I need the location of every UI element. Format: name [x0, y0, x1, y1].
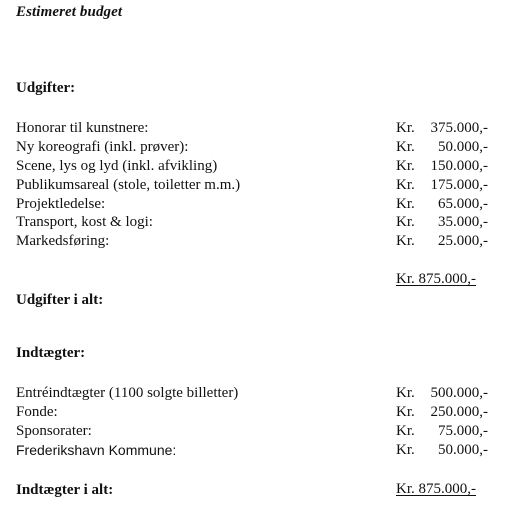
income-label: Fonde: [16, 404, 58, 420]
amount-value: 250.000,- [430, 404, 488, 420]
amount-value: 35.000,- [438, 214, 488, 230]
expense-row [16, 195, 486, 214]
expense-label: Honorar til kunstnere: [16, 120, 149, 136]
amount-value: 25.000,- [438, 233, 488, 249]
income-row [16, 422, 486, 441]
expenses-total-label: Udgifter i alt: [16, 292, 104, 308]
amount-value: 50.000,- [438, 442, 488, 458]
amount-value: 375.000,- [430, 120, 488, 136]
expense-row [16, 176, 486, 195]
document-title: Estimeret budget [16, 4, 123, 20]
income-label: Sponsorater: [16, 423, 92, 439]
amount-value: 50.000,- [438, 139, 488, 155]
currency-label: Kr. [396, 177, 415, 193]
expense-row [16, 213, 486, 232]
amount-value: 175.000,- [430, 177, 488, 193]
currency-label: Kr. [396, 158, 415, 174]
amount-value: 75.000,- [438, 423, 488, 439]
currency-label: Kr. [396, 196, 415, 212]
currency-label: Kr. [396, 404, 415, 420]
income-total-label: Indtægter i alt: [16, 482, 114, 498]
income-row [16, 384, 486, 403]
expense-label: Ny koreografi (inkl. prøver): [16, 139, 189, 155]
currency-label: Kr. [396, 385, 415, 401]
expense-label: Scene, lys og lyd (inkl. afvikling) [16, 158, 218, 174]
expenses-total-value: Kr. 875.000,- [396, 271, 476, 287]
income-row [16, 441, 486, 460]
expense-row [16, 119, 486, 138]
expense-row [16, 138, 486, 157]
income-amount [396, 441, 488, 517]
amount-value: 65.000,- [438, 196, 488, 212]
currency-label: Kr. [396, 214, 415, 230]
expense-label: Markedsføring: [16, 233, 110, 249]
income-row [16, 403, 486, 422]
amount-value: 500.000,- [430, 385, 488, 401]
currency-label: Kr. [396, 233, 415, 249]
income-heading: Indtægter: [16, 345, 86, 361]
currency-label: Kr. [396, 442, 415, 458]
amount-value: 150.000,- [430, 158, 488, 174]
currency-label: Kr. [396, 423, 415, 439]
expense-label: Transport, kost & logi: [16, 214, 153, 230]
expenses-heading: Udgifter: [16, 80, 76, 96]
expense-row [16, 232, 486, 251]
income-label: Entréindtægter (1100 solgte billetter) [16, 385, 239, 401]
currency-label: Kr. [396, 139, 415, 155]
expense-label: Projektledelse: [16, 196, 106, 212]
income-label: Frederikshavn Kommune: [16, 442, 177, 458]
currency-label: Kr. [396, 120, 415, 136]
expense-row [16, 157, 486, 176]
expense-label: Publikumsareal (stole, toiletter m.m.) [16, 177, 241, 193]
income-total-value: Kr. 875.000,- [396, 481, 476, 497]
